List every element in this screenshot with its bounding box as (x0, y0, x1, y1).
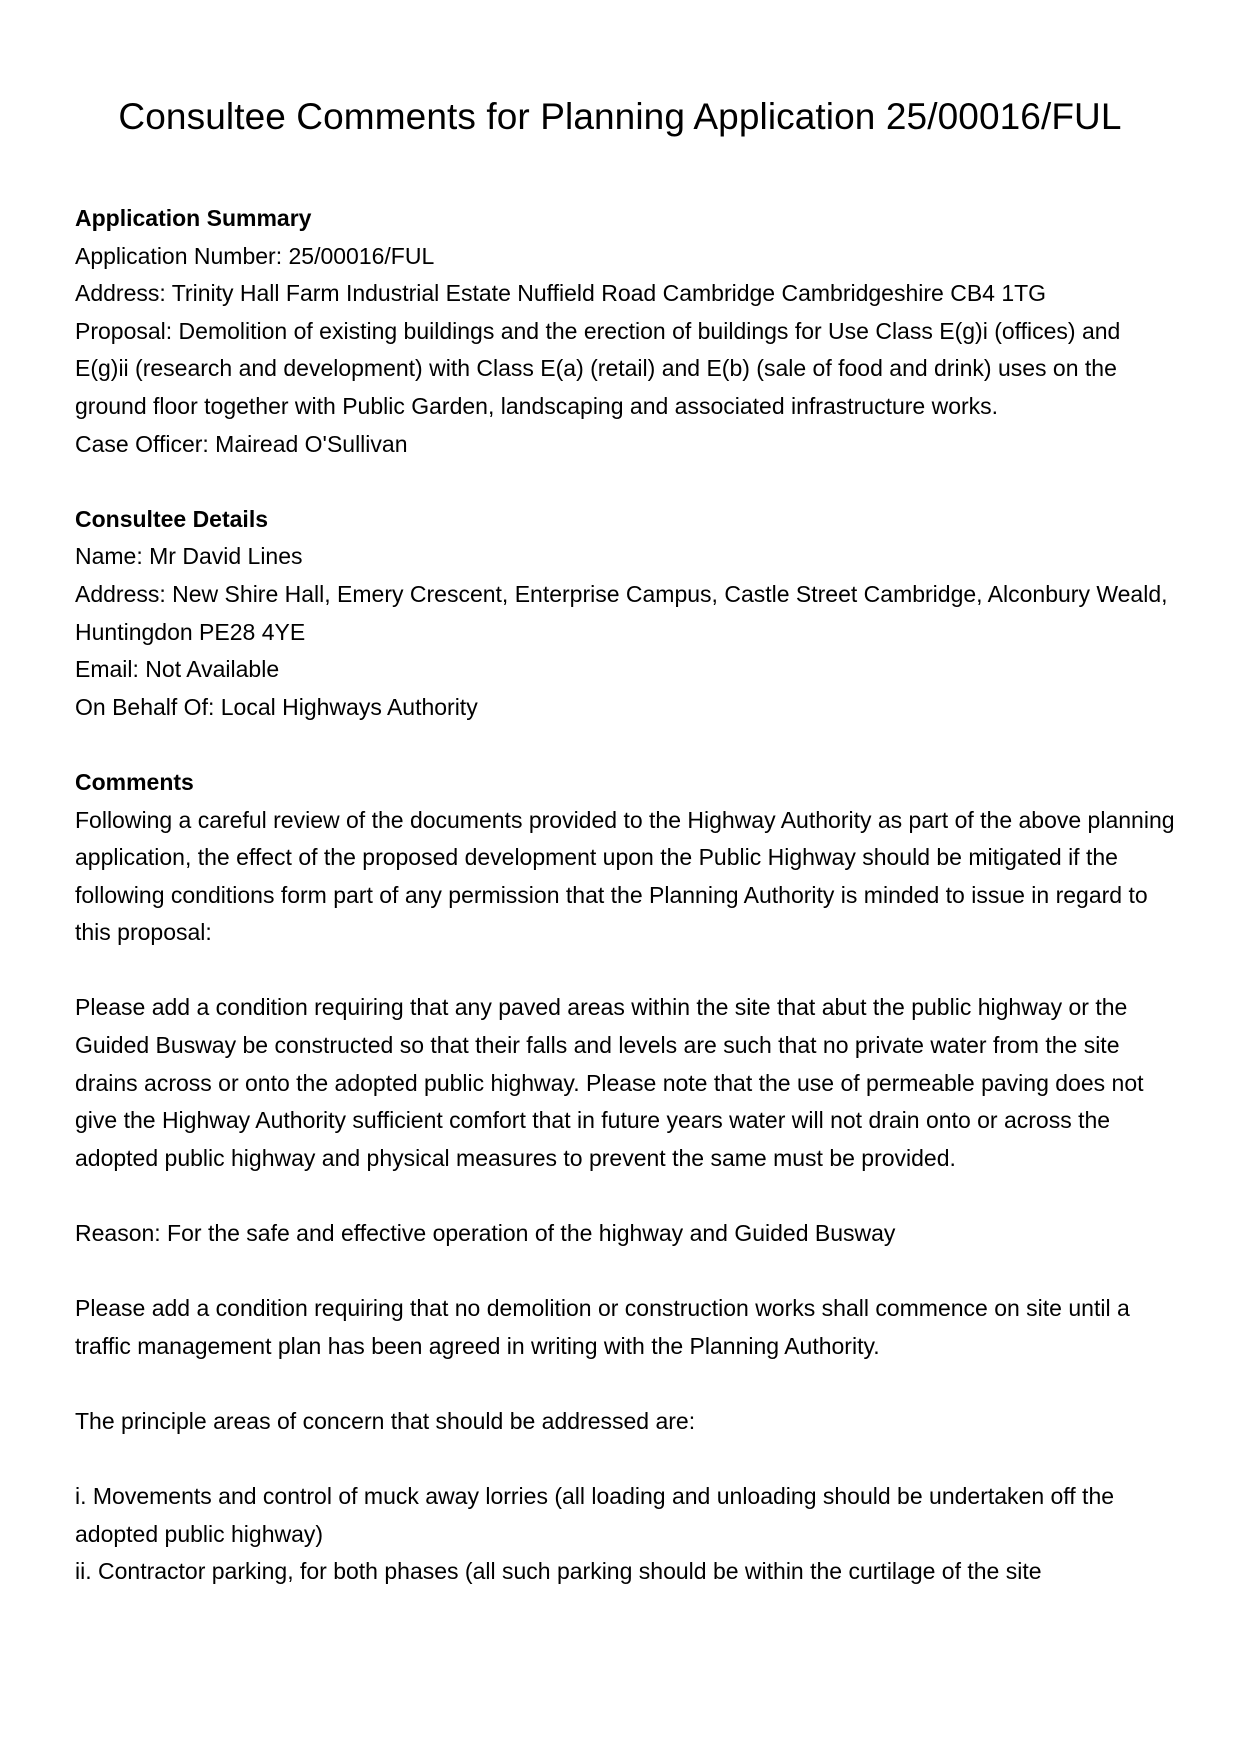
comment-paragraph: Reason: For the safe and effective operation of the highway and Guided Busway (75, 1220, 896, 1247)
spacer (75, 463, 1175, 501)
consultee-details-heading: Consultee Details (75, 505, 268, 532)
document-body (75, 200, 1175, 1591)
consultee-details-section (75, 501, 1175, 727)
spacer (75, 1253, 1175, 1291)
comments-section (75, 764, 1175, 1591)
consultee-email: Email: Not Available (75, 656, 280, 683)
spacer (75, 1177, 1175, 1215)
spacer (75, 1441, 1175, 1479)
comment-paragraph: Please add a condition requiring that no demolition or construction works shall commence on site until a traffic management plan has been agreed in writing with the Planning Authority. (75, 1295, 1130, 1359)
application-address: Address: Trinity Hall Farm Industrial Estate Nuffield Road Cambridge Cambridgeshire CB4 1TG (75, 280, 1047, 307)
application-summary-section (75, 200, 1175, 463)
spacer (75, 1365, 1175, 1403)
spacer (75, 726, 1175, 764)
consultee-address: Address: New Shire Hall, Emery Crescent, Enterprise Campus, Castle Street Cambridge, Alconbury Weald, Huntingdon PE28 4YE (75, 580, 1168, 645)
spacer (75, 952, 1175, 990)
comment-paragraph: Please add a condition requiring that any paved areas within the site that abut the public highway or the Guided Busway be constructed so that their falls and levels are such that no private water from the site drains across or onto the adopted public highway. Please note that the use of permeable paving does not give the Highway Authority sufficient comfort that in future years water will not drain onto or across the adopted public highway and physical measures to prevent the same must be provided. (75, 994, 1144, 1171)
list-item: i. Movements and control of muck away lorries (all loading and unloading should be undertaken off the adopted public highway) (75, 1483, 1115, 1547)
application-summary-heading: Application Summary (75, 205, 312, 231)
comment-paragraph: Following a careful review of the documents provided to the Highway Authority as part of the above planning application, the effect of the proposed development upon the Public Highway should be mitigated if the following conditions form part of any permission that the Planning Authority is minded to issue in regard to this proposal: (75, 806, 1175, 946)
consultee-name: Name: Mr David Lines (75, 543, 303, 570)
comments-heading: Comments (75, 768, 194, 795)
consultee-on-behalf-of: On Behalf Of: Local Highways Authority (75, 693, 478, 720)
application-number: Application Number: 25/00016/FUL (75, 242, 435, 269)
document-title: Consultee Comments for Planning Application 25/00016/FUL (118, 96, 1122, 137)
application-proposal: Proposal: Demolition of existing buildings and the erection of buildings for Use Class E(g)i (offices) and E(g)ii (research and development) with Class E(a) (retail) and E(b) (sale of food and drink) uses on the ground floor together with Public Garden, landscaping and associated infrastructure works. (75, 317, 1121, 419)
comment-paragraph: The principle areas of concern that should be addressed are: (75, 1408, 696, 1434)
case-officer: Case Officer: Mairead O'Sullivan (75, 430, 408, 457)
list-item: ii. Contractor parking, for both phases (all such parking should be within the curtilage of the site (75, 1558, 1042, 1585)
